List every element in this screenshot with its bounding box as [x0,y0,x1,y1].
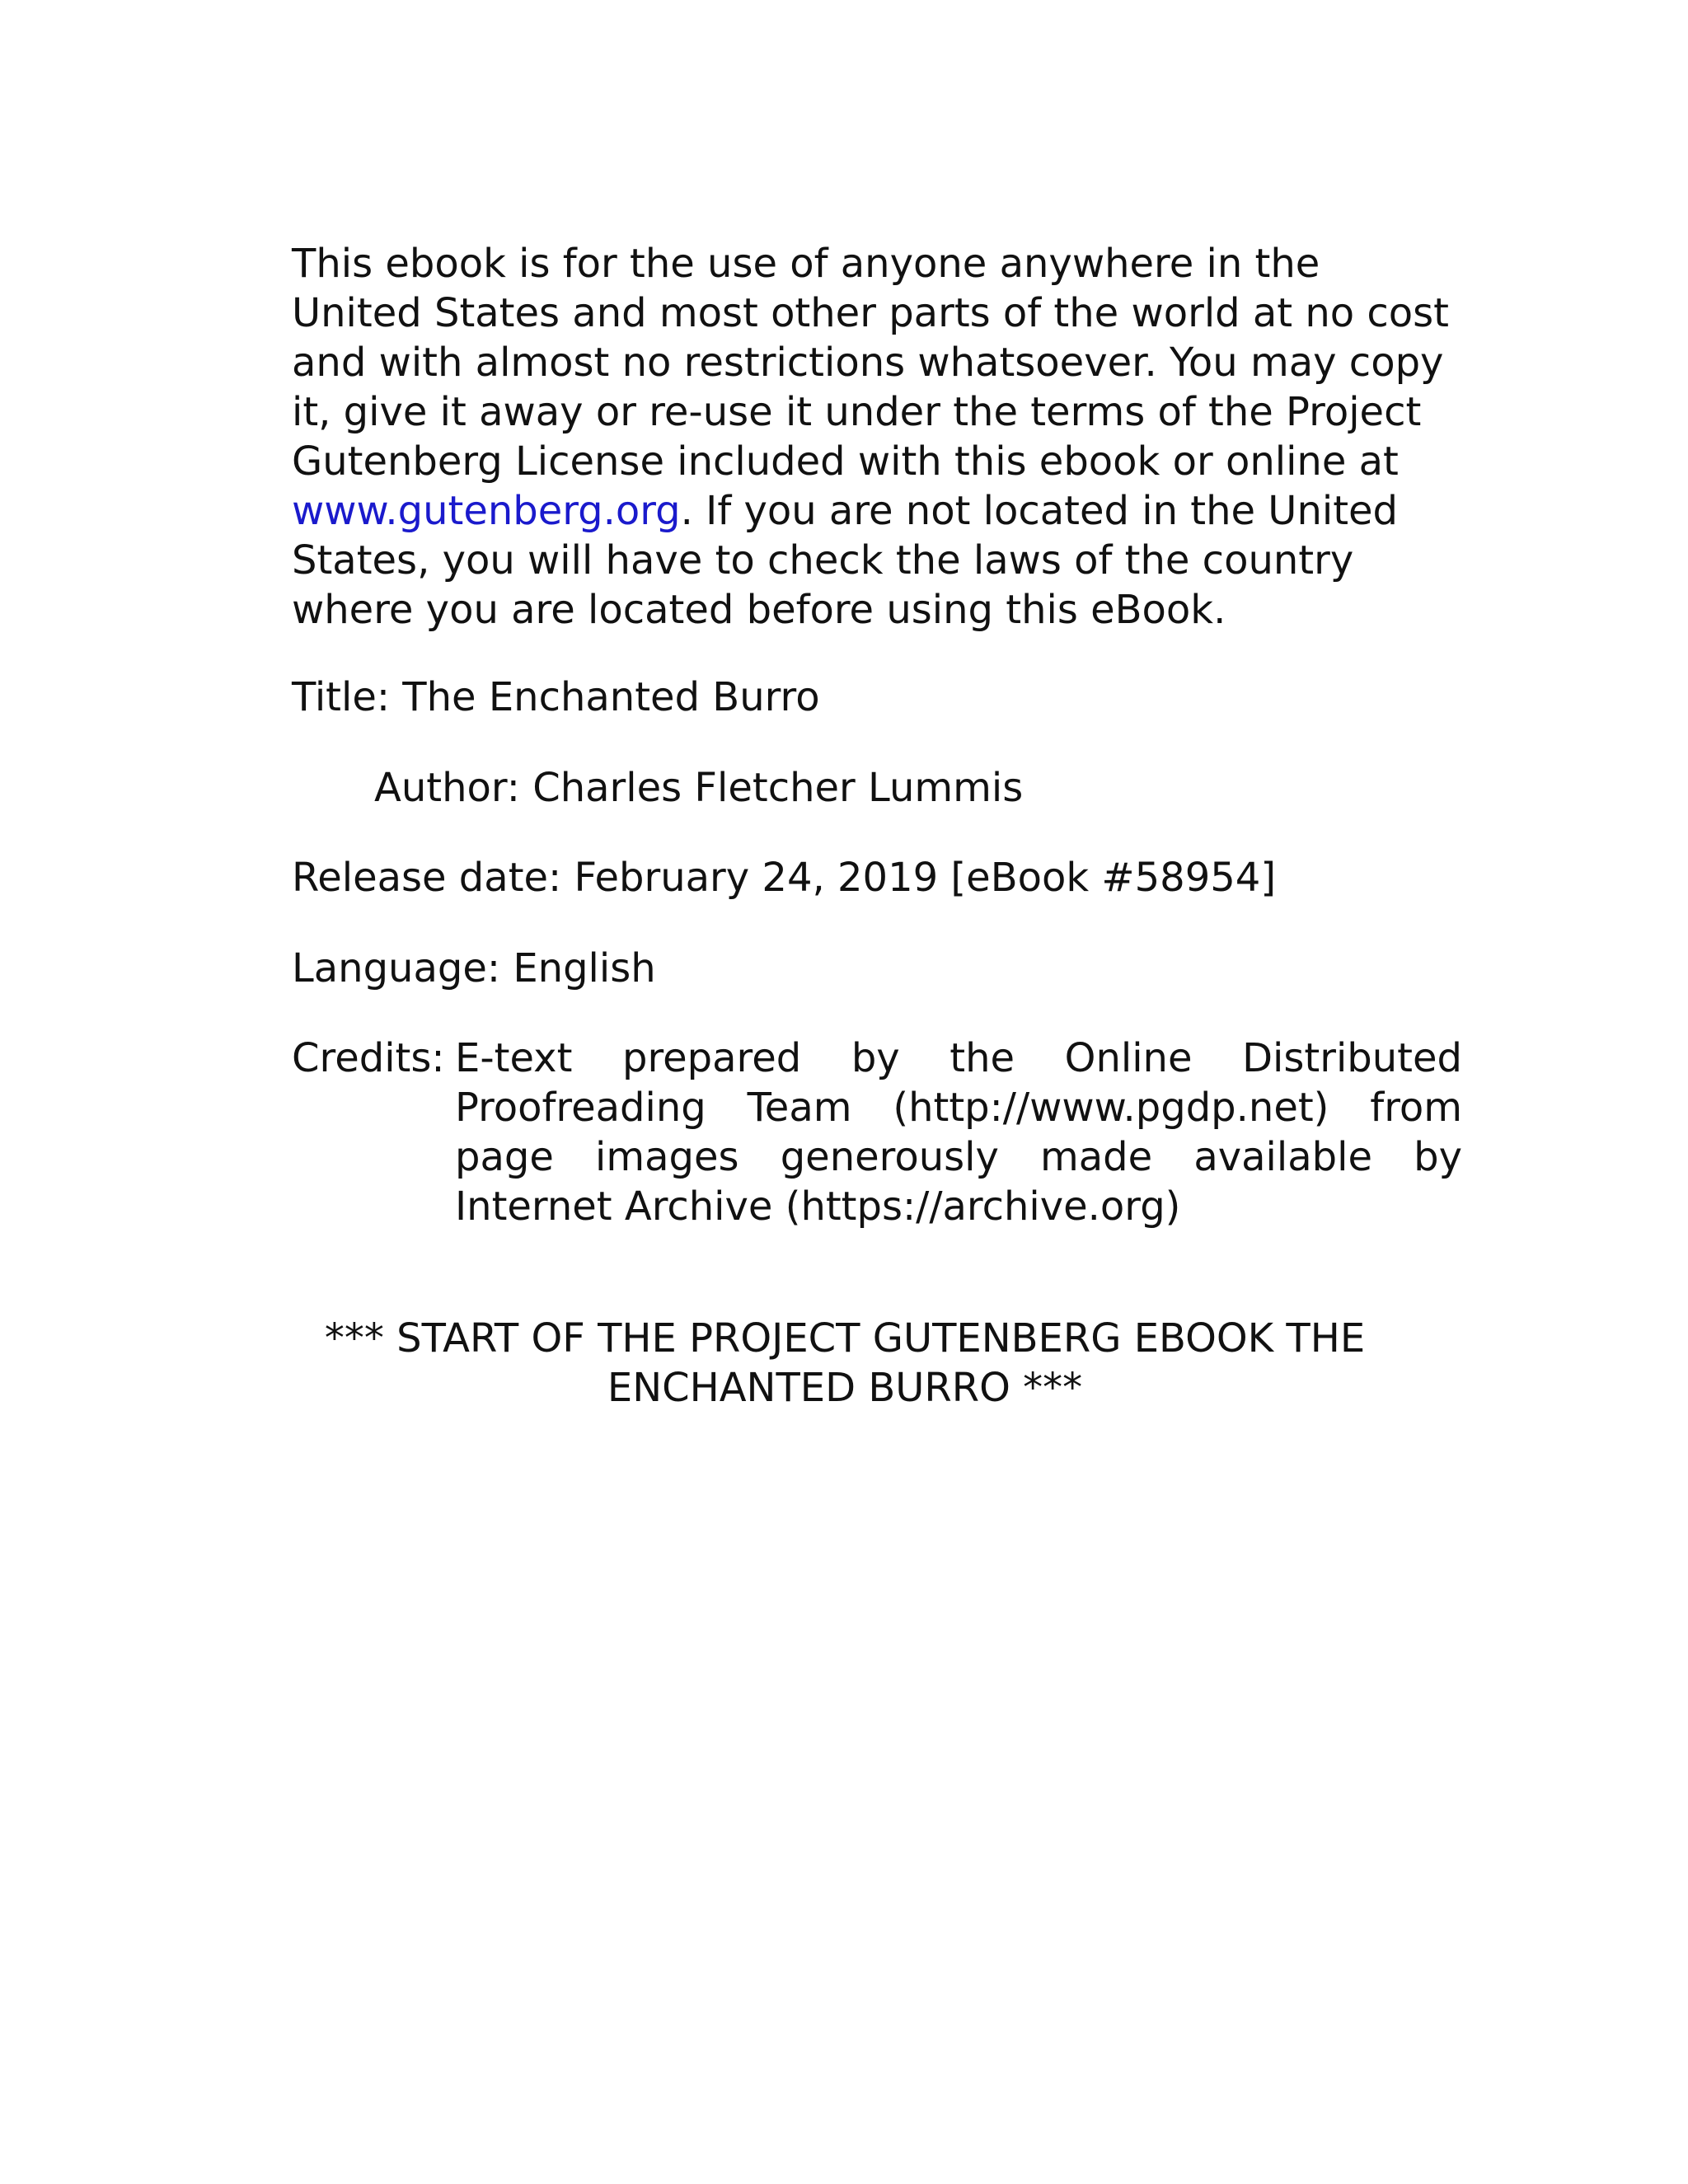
start-marker: *** START OF THE PROJECT GUTENBERG EBOOK THE ENCHANTED BURRO *** [324,1315,1366,1411]
credits-label: Credits: [292,1035,445,1081]
ebook-author: Author: Charles Fletcher Lummis [374,765,1024,811]
license-text-start: This ebook is for the use of anyone anywhere in the United States and most other parts of the world at no cost and with almost no restrictions whatsoever. You may copy it, give it away or re-use it under the terms of the Project Gutenberg License included with this ebook or online at [292,241,1449,485]
release-date: Release date: February 24, 2019 [eBook #58954] [292,855,1277,901]
gutenberg-link[interactable]: www.gutenberg.org [292,488,681,534]
ebook-title: Title: The Enchanted Burro [292,674,820,720]
credits [292,1033,1462,1231]
license-paragraph [292,239,1454,635]
ebook-language: Language: English [292,945,656,991]
license-text-end: . If you are not located in the United States, you will have to check the laws of the country where you are located before using this eBook. [292,488,1399,633]
credits-text: E-text prepared by the Online Distributed Proofreading Team (http://www.pgdp.net) from page images generously made available by Internet Archive (https://archive.org) [455,1035,1462,1230]
